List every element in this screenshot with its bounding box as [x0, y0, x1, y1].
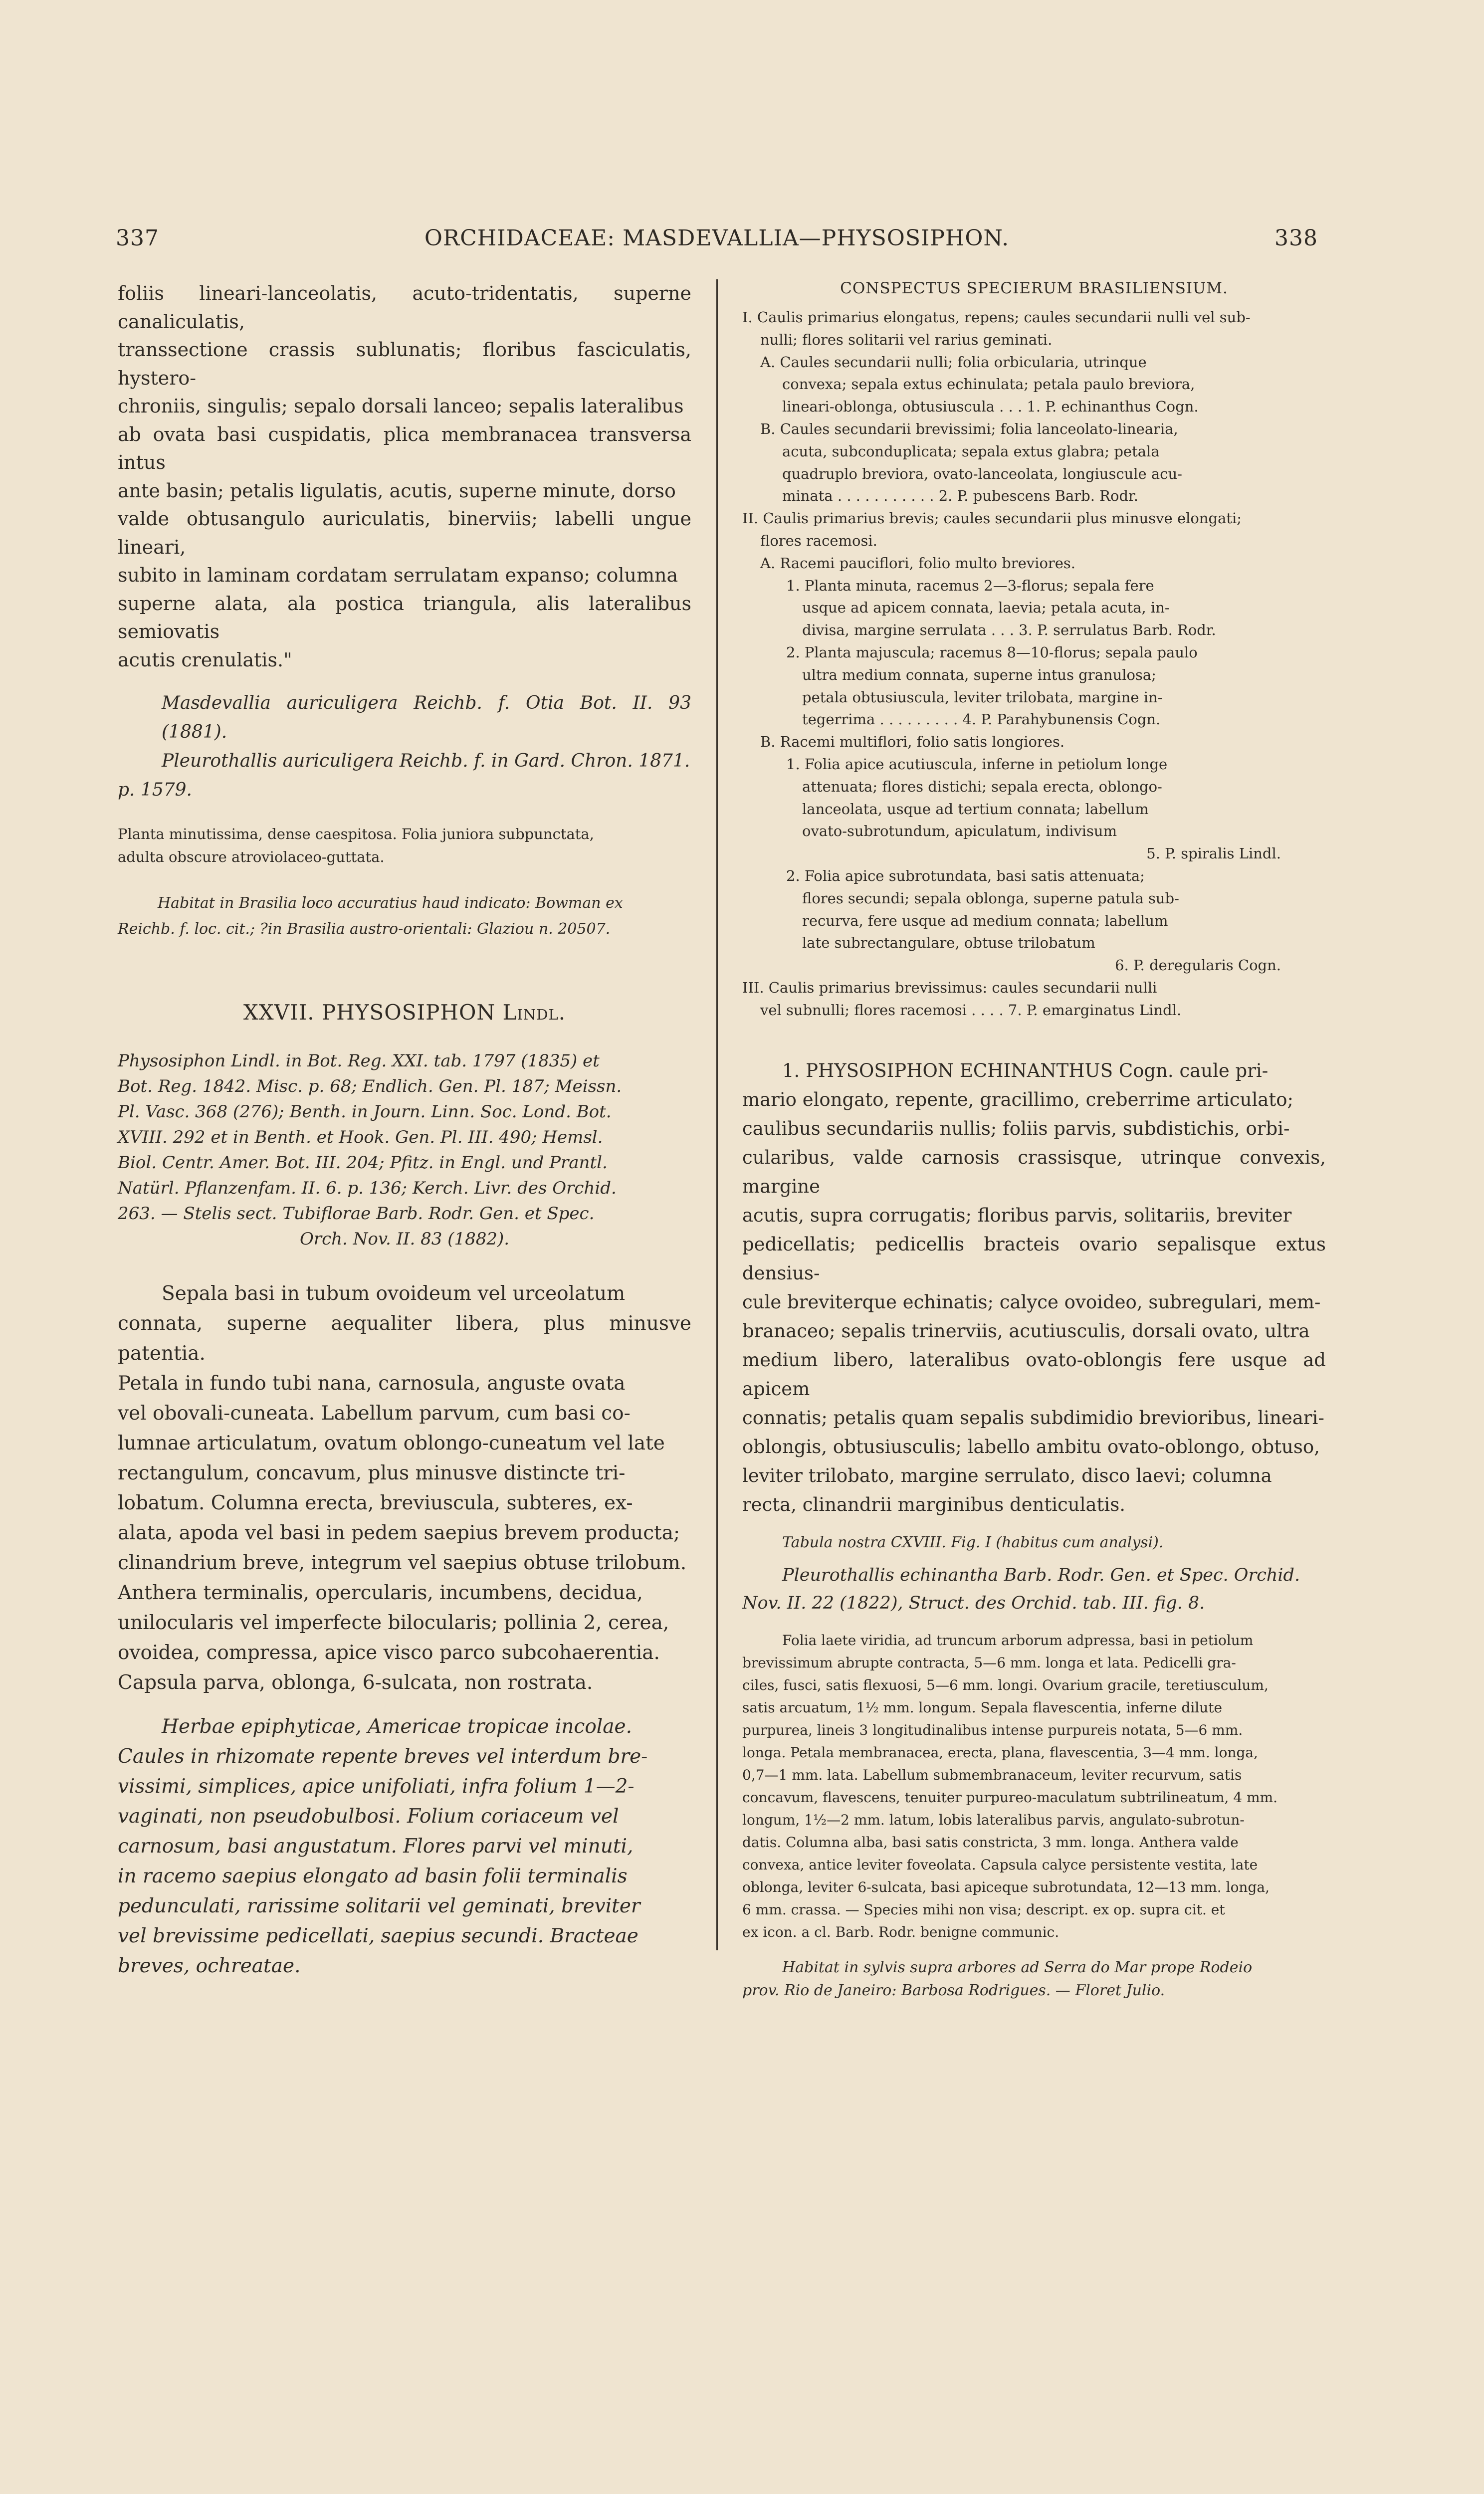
key-line: quadruplo breviora, ovato-lanceolata, longiuscule acu-: [782, 465, 1182, 482]
note-line: longa. Petala membranacea, erecta, plana, flavescentia, 3—4 mm. longa,: [742, 1744, 1259, 1761]
key-line: divisa, margine serrulata . . . 3. P. serrulatus Barb. Rodr.: [802, 622, 1216, 639]
text-line: clinandrium breve, integrum vel saepius obtuse trilobum.: [118, 1552, 687, 1574]
text-line: breves, ochreatae.: [118, 1955, 301, 1977]
key-line: B. Racemi multiflori, folio satis longiores.: [760, 733, 1065, 751]
page-number-right: 338: [1274, 225, 1318, 251]
key-line: 1. Planta minuta, racemus 2—3-florus; sepala fere: [786, 577, 1154, 594]
key-line: convexa; sepala extus echinulata; petala paulo breviora,: [782, 376, 1195, 393]
running-title: ORCHIDACEAE: MASDEVALLIA—PHYSOSIPHON.: [424, 225, 1010, 251]
bib-line: 263. — Stelis sect. Tubiflorae Barb. Rodr. Gen. et Spec.: [118, 1204, 595, 1224]
key-line: late subrectangulare, obtuse trilobatum: [802, 934, 1095, 952]
bib-line: XVIII. 292 et in Benth. et Hook. Gen. Pl. III. 490; Hemsl.: [118, 1127, 603, 1147]
note-line: brevissimum abrupte contracta, 5—6 mm. longa et lata. Pedicelli gra-: [742, 1654, 1236, 1671]
text-line: recta, clinandrii marginibus denticulatis.: [742, 1493, 1125, 1515]
text-line: Sepala basi in tubum ovoideum vel urceolatum: [162, 1282, 626, 1305]
key-line: minata . . . . . . . . . . . 2. P. pubescens Barb. Rodr.: [782, 487, 1138, 505]
genus-habit: [118, 1712, 691, 1981]
bib-line: Biol. Centr. Amer. Bot. III. 204; Pfitz. in Engl. und Prantl.: [118, 1153, 608, 1173]
note-line: purpurea, lineis 3 longitudinalibus intense purpureis notata, 5—6 mm.: [742, 1721, 1243, 1738]
text-line: Herbae epiphyticae, Americae tropicae incolae.: [162, 1715, 633, 1738]
note-line: datis. Columna alba, basi satis constricta, 3 mm. longa. Anthera valde: [742, 1834, 1239, 1851]
key-line: tegerrima . . . . . . . . . 4. P. Parahybunensis Cogn.: [802, 711, 1161, 728]
synonym-block: [118, 689, 691, 805]
text-line: acutis crenulatis.": [118, 648, 292, 671]
text-line: lobatum. Columna erecta, breviuscula, subteres, ex-: [118, 1492, 633, 1514]
note-line: 0,7—1 mm. lata. Labellum submembranaceum, leviter recurvum, satis: [742, 1766, 1242, 1783]
text-line: Caules in rhizomate repente breves vel interdum bre-: [118, 1745, 648, 1768]
text-line: unilocularis vel imperfecte bilocularis; pollinia 2, cerea,: [118, 1612, 669, 1634]
text-line: medium libero, lateralibus ovato-oblongis fere usque ad apicem: [742, 1349, 1326, 1400]
text-line: mario elongato, repente, gracillimo, creberrime articulato;: [742, 1088, 1293, 1110]
synonym-line: Pleurothallis echinantha Barb. Rodr. Gen. et Spec. Orchid.: [782, 1565, 1300, 1585]
key-line: 5. P. spiralis Lindl.: [1146, 845, 1281, 862]
text-line: connata, superne aequaliter libera, plus minusve patentia.: [118, 1312, 691, 1365]
key-line: usque ad apicem connata, laevia; petala acuta, in-: [802, 599, 1170, 617]
key-line: 6. P. deregularis Cogn.: [1115, 957, 1281, 974]
text-line: oblongis, obtusiusculis; labello ambitu ovato-oblongo, obtuso,: [742, 1436, 1320, 1457]
text-line: acutis, supra corrugatis; floribus parvis, solitariis, breviter: [742, 1204, 1292, 1226]
key-line: 2. Planta majuscula; racemus 8—10-florus; sepala paulo: [786, 643, 1198, 661]
text-line: caulibus secundariis nullis; foliis parvis, subdistichis, orbi-: [742, 1117, 1290, 1139]
key-line: lanceolata, usque ad tertium connata; labellum: [802, 800, 1149, 818]
key-line: II. Caulis primarius brevis; caules secundarii plus minusve elongati;: [742, 510, 1242, 527]
text-line: Capsula parva, oblonga, 6-sulcata, non rostrata.: [118, 1671, 593, 1694]
text-line: subito in laminam cordatam serrulatam expanso; columna: [118, 564, 678, 586]
genus-name: PHYSOSIPHON: [321, 1000, 496, 1025]
habitat-line: Reichb. f. loc. cit.; ?in Brasilia austro-orientali: Glaziou n. 20507.: [118, 920, 611, 938]
conspectus-title: CONSPECTUS SPECIERUM BRASILIENSIUM.: [840, 279, 1228, 297]
text-line: ovoidea, compressa, apice visco parco subcohaerentia.: [118, 1642, 660, 1664]
note-line: oblonga, leviter 6-sulcata, basi apiceque subrotundata, 12—13 mm. longa,: [742, 1878, 1270, 1895]
text-line: branaceo; sepalis trinerviis, acutiusculis, dorsali ovato, ultra: [742, 1320, 1310, 1342]
habitat-block: [118, 890, 691, 942]
text-line: superne alata, ala postica triangula, alis lateralibus semiovatis: [118, 592, 691, 642]
bib-line: Natürl. Pflanzenfam. II. 6. p. 136; Kerch. Livr. des Orchid.: [118, 1178, 617, 1198]
key-line: flores secundi; sepala oblonga, superne patula sub-: [802, 889, 1179, 907]
bib-line: Physosiphon Lindl. in Bot. Reg. XXI. tab. 1797 (1835) et: [118, 1051, 600, 1071]
key-line: 1. Folia apice acutiuscula, inferne in petiolum longe: [786, 755, 1168, 773]
tabula-reference: Tabula nostra CXVIII. Fig. I (habitus cum analysi).: [782, 1533, 1164, 1551]
genus-description: [118, 1279, 691, 1698]
text-line: pedicellatis; pedicellis bracteis ovario sepalisque extus densius-: [742, 1233, 1326, 1284]
text-line: rectangulum, concavum, plus minusve distincte tri-: [118, 1462, 626, 1484]
note-line: longum, 1½—2 mm. latum, lobis lateralibus parvis, angulato-subrotun-: [742, 1811, 1245, 1828]
text-line: vel obovali-cuneata. Labellum parvum, cum basi co-: [118, 1402, 631, 1425]
text-line: ab ovata basi cuspidatis, plica membranacea transversa intus: [118, 423, 691, 473]
species-description: [742, 1056, 1326, 1519]
column-divider: [716, 279, 718, 1950]
bib-line: Bot. Reg. 1842. Misc. p. 68; Endlich. Gen. Pl. 187; Meissn.: [118, 1076, 622, 1096]
text-line: alata, apoda vel basi in pedem saepius brevem producta;: [118, 1522, 680, 1544]
text-line: in racemo saepius elongato ad basin folii terminalis: [118, 1865, 628, 1887]
note-line: adulta obscure atroviolaceo-guttata.: [118, 848, 385, 865]
text-line: vissimi, simplices, apice unifoliati, infra folium 1—2-: [118, 1775, 635, 1798]
text-line: connatis; petalis quam sepalis subdimidio brevioribus, lineari-: [742, 1407, 1324, 1429]
page-number-left: 337: [116, 225, 159, 251]
key-line: A. Racemi pauciflori, folio multo breviores.: [760, 554, 1076, 572]
text-line: vaginati, non pseudobulbosi. Folium coriaceum vel: [118, 1805, 619, 1828]
synonym-line: p. 1579.: [118, 780, 192, 800]
text-line: 1. PHYSOSIPHON ECHINANTHUS Cogn. caule pri-: [782, 1059, 1269, 1081]
text-line: transsectione crassis sublunatis; floribus fasciculatis, hystero-: [118, 339, 691, 389]
synonym-line: Masdevallia auriculigera Reichb. f. Otia Bot. II. 93 (1881).: [162, 693, 691, 742]
text-line: valde obtusangulo auriculatis, binerviis; labelli ungue lineari,: [118, 508, 691, 558]
note-line: ex icon. a cl. Barb. Rodr. benigne communic.: [742, 1923, 1060, 1940]
running-header: [116, 225, 1318, 255]
key-line: A. Caules secundarii nulli; folia orbicularia, utrinque: [760, 353, 1147, 371]
bib-line: Pl. Vasc. 368 (276); Benth. in Journ. Linn. Soc. Lond. Bot.: [118, 1102, 612, 1122]
genus-bibliography: [118, 1048, 691, 1252]
note-line: convexa, antice leviter foveolata. Capsula calyce persistente vestita, late: [742, 1856, 1258, 1873]
note-line: satis arcuatum, 1½ mm. longum. Sepala flavescentia, inferne dilute: [742, 1699, 1223, 1716]
key-line: ultra medium connata, superne intus granulosa;: [802, 666, 1156, 683]
key-line: recurva, fere usque ad medium connata; labellum: [802, 912, 1168, 929]
species-habitat: [742, 1956, 1326, 2002]
text-line: vel brevissime pedicellati, saepius secundi. Bracteae: [118, 1925, 638, 1947]
key-line: ovato-subrotundum, apiculatum, indivisum: [802, 823, 1117, 840]
key-line: acuta, subconduplicata; sepala extus glabra; petala: [782, 442, 1160, 460]
key-line: nulli; flores solitarii vel rarius geminati.: [760, 331, 1053, 348]
key-line: I. Caulis primarius elongatus, repens; caules secundarii nulli vel sub-: [742, 309, 1251, 326]
note-line: Folia laete viridia, ad truncum arborum adpressa, basi in petiolum: [782, 1632, 1254, 1649]
text-line: Petala in fundo tubi nana, carnosula, anguste ovata: [118, 1372, 626, 1395]
key-line: 2. Folia apice subrotundata, basi satis attenuata;: [786, 867, 1145, 884]
species-key: [742, 306, 1326, 1022]
key-line: petala obtusiuscula, leviter trilobata, margine in-: [802, 688, 1163, 706]
key-line: III. Caulis primarius brevissimus: caules secundarii nulli: [742, 979, 1157, 996]
key-line: flores racemosi.: [760, 532, 877, 549]
species-notes: [742, 1629, 1326, 1943]
key-line: lineari-oblonga, obtusiuscula . . . 1. P. echinanthus Cogn.: [782, 398, 1199, 416]
text-line: ante basin; petalis ligulatis, acutis, superne minute, dorso: [118, 479, 676, 502]
diagnosis-paragraph: [118, 279, 691, 674]
habitat-line: prov. Rio de Janeiro: Barbosa Rodrigues. — Floret Julio.: [742, 1981, 1165, 1999]
key-line: B. Caules secundarii brevissimi; folia lanceolato-linearia,: [760, 420, 1178, 437]
text-line: cule breviterque echinatis; calyce ovoideo, subregulari, mem-: [742, 1291, 1321, 1313]
genus-author: Lindl.: [502, 1000, 566, 1025]
text-line: pedunculati, rarissime solitarii vel geminati, breviter: [118, 1895, 640, 1917]
right-column: [742, 279, 1326, 2002]
text-line: cularibus, valde carnosis crassisque, utrinque convexis, margine: [742, 1146, 1326, 1197]
note-line: concavum, flavescens, tenuiter purpureo-maculatum subtrilineatum, 4 mm.: [742, 1789, 1278, 1806]
note-line: 6 mm. crassa. — Species mihi non visa; descript. ex op. supra cit. et: [742, 1901, 1225, 1918]
left-column: [118, 279, 691, 1981]
text-line: chroniis, singulis; sepalo dorsali lanceo; sepalis lateralibus: [118, 395, 684, 417]
bib-line: Orch. Nov. II. 83 (1882).: [299, 1229, 510, 1249]
text-line: lumnae articulatum, ovatum oblongo-cuneatum vel late: [118, 1432, 665, 1455]
genus-number: XXVII.: [243, 1000, 315, 1025]
synonym-line: Pleurothallis auriculigera Reichb. f. in Gard. Chron. 1871.: [162, 751, 690, 771]
species-synonym: [742, 1561, 1326, 1617]
note-line: ciles, fusci, satis flexuosi, 5—6 mm. longi. Ovarium gracile, teretiusculum,: [742, 1676, 1269, 1693]
habitat-line: Habitat in sylvis supra arbores ad Serra do Mar prope Rodeio: [782, 1958, 1253, 1976]
synonym-line: Nov. II. 22 (1822), Struct. des Orchid. tab. III. fig. 8.: [742, 1593, 1205, 1613]
text-line: Anthera terminalis, opercularis, incumbens, decidua,: [118, 1582, 643, 1604]
plant-note: [118, 823, 691, 868]
key-line: attenuata; flores distichi; sepala erecta, oblongo-: [802, 778, 1162, 795]
note-line: Planta minutissima, dense caespitosa. Folia juniora subpunctata,: [118, 826, 594, 842]
text-line: foliis lineari-lanceolatis, acuto-tridentatis, superne canaliculatis,: [118, 282, 691, 333]
key-line: vel subnulli; flores racemosi . . . . 7. P. emarginatus Lindl.: [760, 1001, 1182, 1019]
text-line: carnosum, basi angustatum. Flores parvi vel minuti,: [118, 1835, 634, 1858]
genus-heading: [118, 1000, 691, 1025]
habitat-line: Habitat in Brasilia loco accuratius haud indicato: Bowman ex: [158, 894, 623, 912]
text-line: leviter trilobato, margine serrulato, disco laevi; columna: [742, 1464, 1272, 1486]
